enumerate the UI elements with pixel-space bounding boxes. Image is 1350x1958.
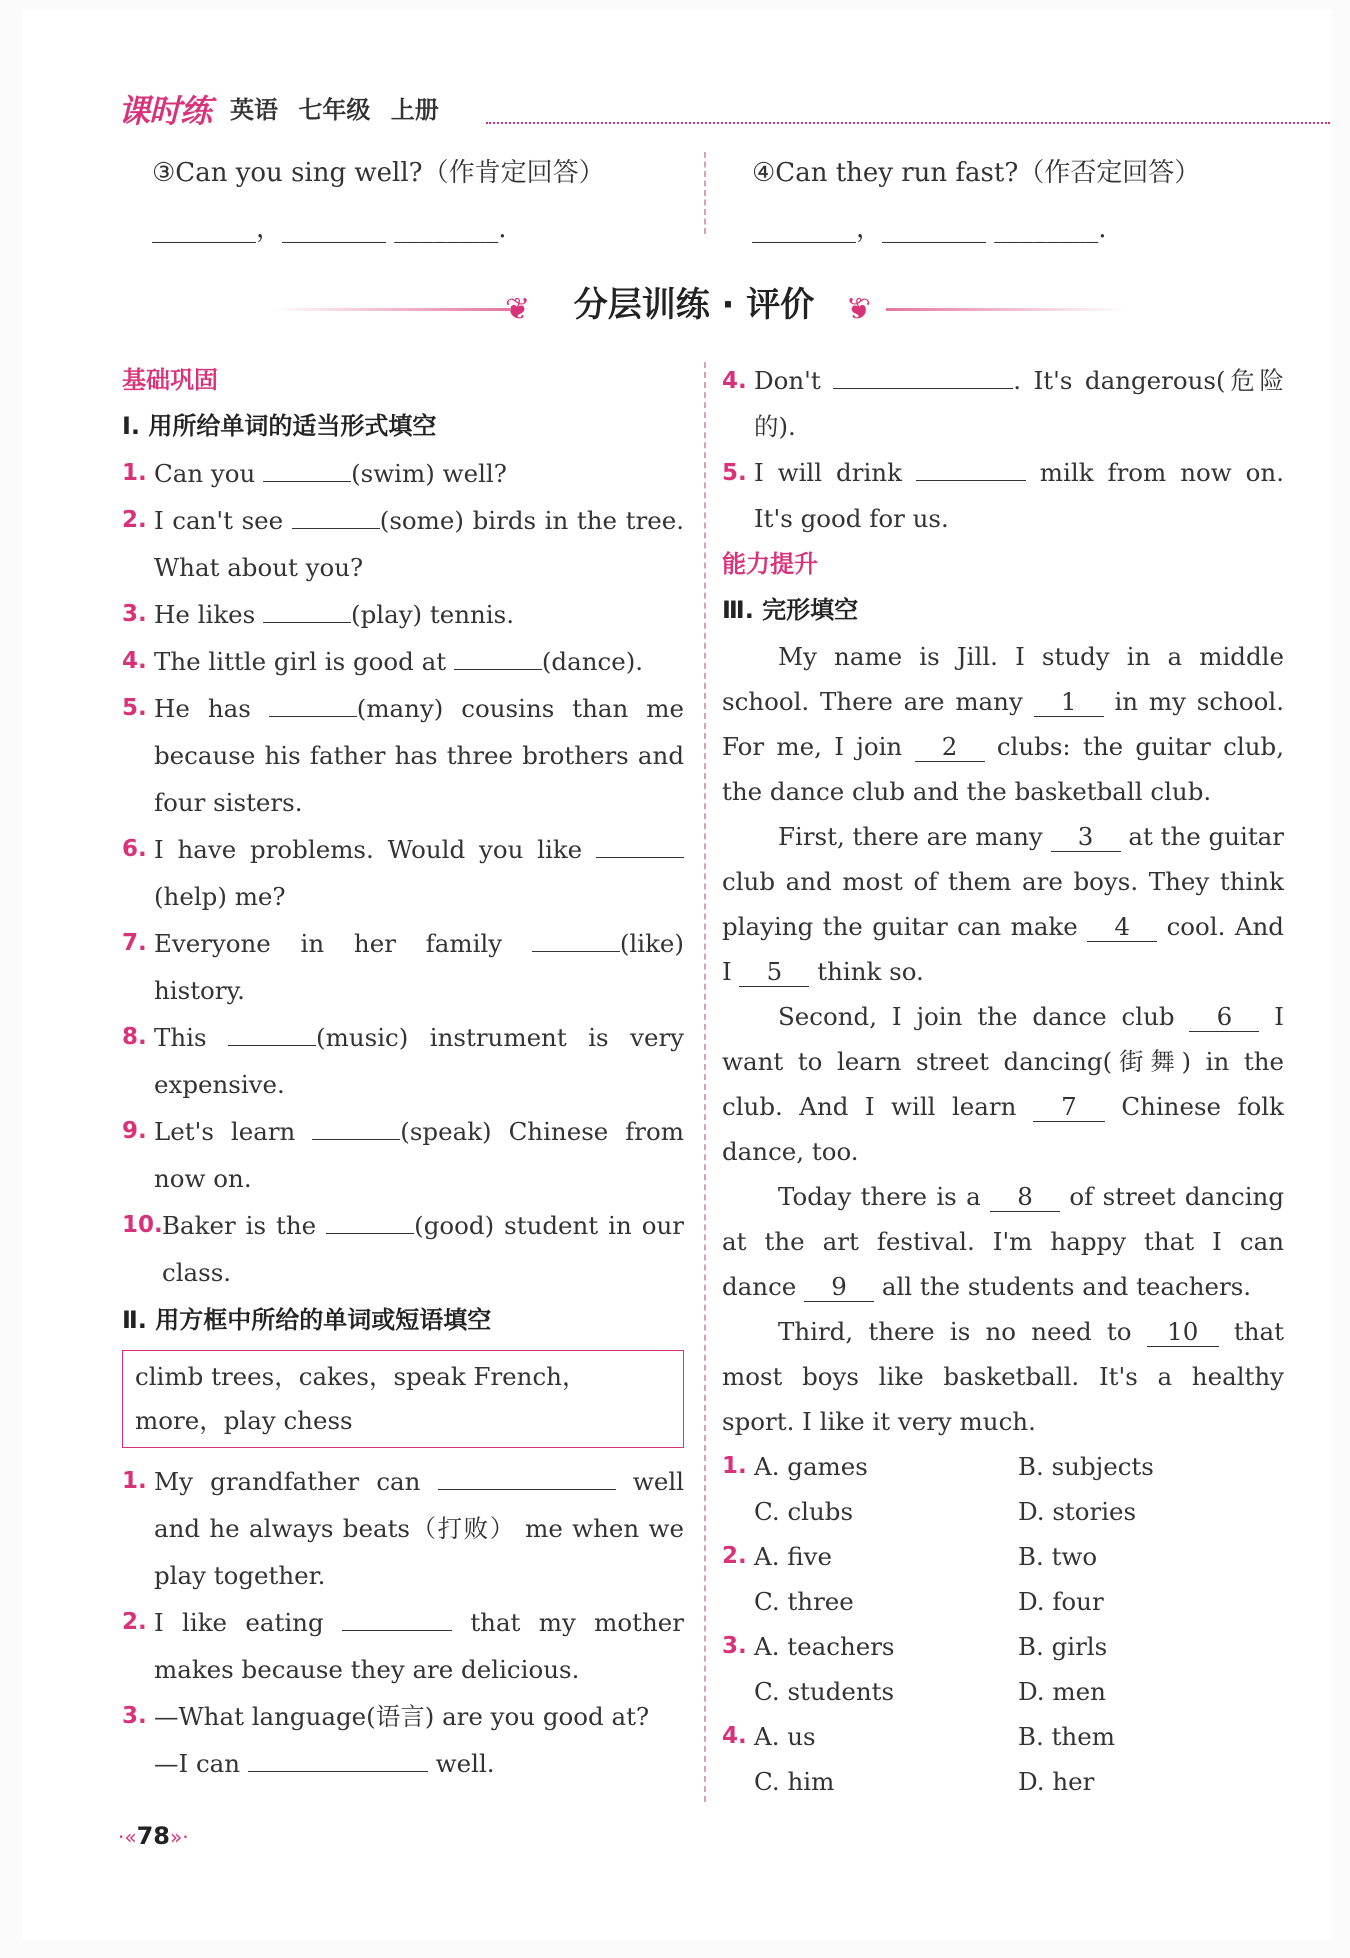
option-c[interactable]: C. clubs [754,1497,854,1526]
answer-blank[interactable] [532,927,620,952]
page-header [118,86,1330,130]
cloze-paragraph-4: Today there is a 8 of street dancing at the art festival. I'm happy that I can dance 9 all the students and teachers. [722,1182,1285,1301]
option-d[interactable]: D. four [1018,1587,1104,1616]
option-b[interactable]: B. them [1018,1722,1115,1751]
part-3-title: Ⅲ. 完形填空 [722,596,859,624]
part-2-title: Ⅱ. 用方框中所给的单词或短语填空 [122,1306,492,1334]
answer-blank[interactable] [292,504,380,529]
answer-blank[interactable] [312,1115,400,1140]
left-column [122,358,684,1787]
section-advanced: 能力提升 [722,550,818,578]
page-number-right-deco-icon: »· [170,1825,189,1849]
part-1-title: Ⅰ. 用所给单词的适当形式填空 [122,412,437,440]
part2-question-2: 2. I like eating that my mother makes because they are delicious. [122,1599,684,1693]
question-number: 1. [122,1468,147,1494]
option-c[interactable]: C. three [754,1587,854,1616]
header-subject: 英语 [230,96,278,124]
question-number: 5. [122,695,147,721]
header-rule [486,122,1330,124]
part2-question-3: 3. —What language(语言) are you good at? —I can well. [122,1693,684,1787]
right-column [722,358,1284,1804]
option-row [722,1579,1284,1624]
header-info [230,90,439,125]
answer-blank[interactable] [263,457,351,482]
option-d[interactable]: D. men [1018,1677,1106,1706]
option-b[interactable]: B. girls [1018,1632,1108,1661]
question-3: 3. He likes (play) tennis. [122,591,684,638]
question-7: 7. Everyone in her family (like) history. [122,920,684,1014]
question-4: 4. The little girl is good at (dance). [122,638,684,685]
top-question-4: ④Can they run fast?（作否定回答） [752,158,1201,188]
page-number: ·«78»· [118,1822,189,1850]
answer-blank[interactable] [596,833,684,858]
question-2: 2. I can't see (some) birds in the tree. What about you? [122,497,684,591]
cloze-blank-2[interactable]: 2 [915,733,985,762]
question-8: 8. This (music) instrument is very expensive. [122,1014,684,1108]
option-a[interactable]: A. teachers [754,1632,895,1661]
answer-blank[interactable] [248,1747,428,1772]
option-row: 1. A. games B. subjects [722,1444,1284,1489]
option-row: 2. A. five B. two [722,1534,1284,1579]
answer-blank[interactable] [263,598,351,623]
cloze-options [722,1444,1284,1804]
section-banner [0,278,1350,338]
answer-blank[interactable] [228,1021,316,1046]
option-d[interactable]: D. stories [1018,1497,1137,1526]
word-bank-box: climb trees，cakes，speak French，more，play chess [122,1350,684,1448]
answer-blank[interactable] [438,1465,616,1490]
question-number: 1. [122,460,147,486]
question-number: 3. [122,601,147,627]
column-divider-top [704,152,706,234]
question-9: 9. Let's learn (speak) Chinese from now on. [122,1108,684,1202]
answer-blank[interactable] [833,364,1013,389]
cloze-blank-4[interactable]: 4 [1087,913,1157,942]
cloze-paragraph-1: My name is Jill. I study in a middle school. There are many 1 in my school. For me, I join 2 clubs: the guitar club, the dance club and the basketball club. [722,642,1284,806]
question-5: 5. He has (many) cousins than me because his father has three brothers and four sisters. [122,685,684,826]
cloze-paragraph-2: First, there are many 3 at the guitar club and most of them are boys. They think playing the guitar can make 4 cool. And I 5 think so. [722,822,1284,986]
banner-title: 分层训练 · 评价 [560,278,828,332]
cloze-blank-10[interactable]: 10 [1147,1318,1219,1347]
option-c[interactable]: C. students [754,1677,895,1706]
cloze-paragraph-5: Third, there is no need to 10 that most boys like basketball. It's a healthy sport. I like it very much. [722,1317,1284,1436]
answer-blank[interactable] [454,645,542,670]
question-10: 10. Baker is the (good) student in our class. [122,1202,684,1296]
top-answer-blanks-3[interactable]: ________，________ ________. [152,214,507,244]
option-a[interactable]: A. us [754,1722,816,1751]
page-number-left-deco-icon: ·« [118,1825,137,1849]
question-number: 2. [122,1609,147,1635]
option-row [722,1489,1284,1534]
question-1: 1. Can you (swim) well? [122,450,684,497]
section-basic: 基础巩固 [122,366,218,394]
option-row: 4. A. us B. them [722,1714,1284,1759]
option-a[interactable]: A. five [754,1542,832,1571]
option-b[interactable]: B. subjects [1018,1452,1154,1481]
answer-blank[interactable] [326,1209,414,1234]
option-d[interactable]: D. her [1018,1767,1095,1796]
answer-blank[interactable] [342,1606,452,1631]
cloze-blank-1[interactable]: 1 [1034,688,1104,717]
header-volume: 上册 [390,96,439,124]
option-row [722,1669,1284,1714]
header-grade: 七年级 [298,96,371,124]
answer-blank[interactable] [269,692,357,717]
question-number: 9. [122,1118,147,1144]
option-c[interactable]: C. him [754,1767,835,1796]
answer-blank[interactable] [916,456,1026,481]
option-row: 3. A. teachers B. girls [722,1624,1284,1669]
question-number: 10. [122,1212,163,1238]
question-number: 7. [122,930,147,956]
question-number: 6. [122,836,147,862]
top-answer-blanks-4[interactable]: ________，________ ________. [752,214,1107,244]
question-number: 4. [722,368,747,394]
question-5-drink: 5. I will drink milk from now on. It's good for us. [722,450,1284,542]
banner-line-left [270,308,510,311]
option-row [722,1759,1284,1804]
cloze-blank-7[interactable]: 7 [1033,1093,1105,1122]
question-number: 2. [122,507,147,533]
option-b[interactable]: B. two [1018,1542,1098,1571]
question-number: 3. [122,1703,147,1729]
brand-logo: 课时练 [118,92,212,130]
cloze-paragraph-3: Second, I join the dance club 6 I want to learn street dancing(街舞) in the club. And I will learn 7 Chinese folk dance, too. [722,1002,1284,1166]
column-divider [704,362,706,1802]
cloze-blank-8[interactable]: 8 [990,1183,1060,1212]
cloze-blank-9[interactable]: 9 [804,1273,874,1302]
question-6: 6. I have problems. Would you like (help) me? [122,826,684,920]
option-a[interactable]: A. games [754,1452,868,1481]
question-number: 5. [722,460,747,486]
banner-line-right [886,308,1126,311]
top-question-3: ③Can you sing well?（作肯定回答） [152,158,605,188]
cloze-blank-3[interactable]: 3 [1051,823,1121,852]
flourish-right-icon: ❦ [846,292,872,327]
question-number: 4. [122,648,147,674]
cloze-blank-5[interactable]: 5 [739,958,809,987]
question-4-dont: 4. Don't . It's dangerous(危险的). [722,358,1284,450]
flourish-left-icon: ❦ [505,292,531,327]
cloze-blank-6[interactable]: 6 [1189,1003,1259,1032]
question-number: 8. [122,1024,147,1050]
part2-question-1: 1. My grandfather can well and he always beats（打败） me when we play together. [122,1458,684,1599]
